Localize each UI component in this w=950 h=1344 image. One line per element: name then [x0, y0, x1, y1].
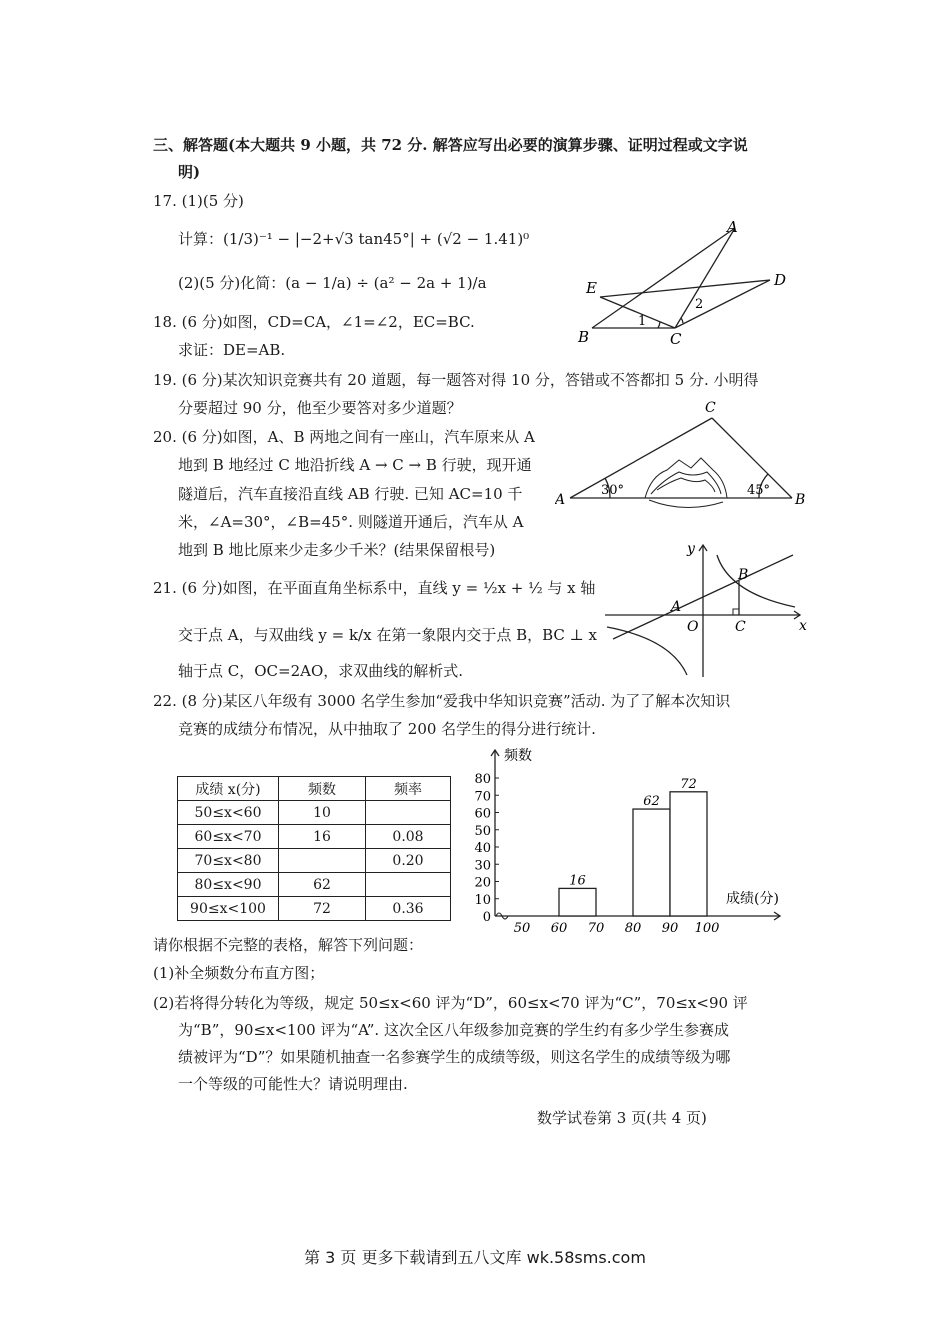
label-E: E	[586, 279, 597, 297]
label-B: B	[738, 567, 749, 583]
cell: 60≤x<70	[178, 825, 279, 849]
q19-line1: 19. (6 分)某次知识竞赛共有 20 道题，每一题答对得 10 分，答错或不答都扣 5 分. 小明得	[153, 371, 759, 389]
line-ED	[600, 280, 770, 297]
cell: 80≤x<90	[178, 873, 279, 897]
section-header: 三、解答题(本大题共 9 小题，共 72 分. 解答应写出必要的演算步骤、证明过程或文字说	[153, 136, 748, 154]
histogram-bar	[633, 809, 670, 916]
x-tick-label: 50	[513, 921, 531, 936]
q22-q2-line1: (2)若将得分转化为等级，规定 50≤x<60 评为“D”，60≤x<70 评为“C”，70≤x<90 评	[153, 994, 748, 1012]
table-header-row	[178, 777, 451, 801]
y-axis-label: 频数	[504, 748, 532, 764]
table-row	[178, 801, 451, 825]
bar-value-label: 72	[680, 776, 697, 792]
histogram-bar	[670, 792, 707, 916]
label-O: O	[687, 619, 699, 635]
y-tick-label: 0	[482, 910, 491, 925]
header-count: 频数	[279, 777, 366, 801]
mountain-icon	[645, 458, 727, 508]
x-tick-label: 70	[587, 921, 605, 936]
cell: 50≤x<60	[178, 801, 279, 825]
q22-q2-line3: 绩被评为“D”？如果随机抽查一名参赛学生的成绩等级，则这名学生的成绩等级为哪	[178, 1048, 731, 1066]
q22-intro: 请你根据不完整的表格，解答下列问题：	[153, 936, 424, 954]
x-tick-label: 60	[550, 921, 568, 936]
frequency-histogram	[460, 740, 800, 940]
cell	[366, 873, 451, 897]
q21-line1: 21. (6 分)如图，在平面直角坐标系中，直线 y = ½x + ½ 与 x 轴	[153, 579, 596, 597]
y-tick-label: 70	[474, 789, 491, 805]
label-y: y	[687, 541, 695, 557]
q18-line1: 18. (6 分)如图，CD=CA，∠1=∠2，EC=BC.	[153, 313, 475, 331]
label-C: C	[735, 619, 746, 635]
cell: 90≤x<100	[178, 897, 279, 921]
q17-part1: 计算：(1/3)⁻¹ − |−2+√3 tan45°| + (√2 − 1.41)⁰	[178, 230, 530, 248]
bar-value-label: 16	[569, 873, 586, 889]
hyperbola-q1	[717, 555, 795, 607]
table-row	[178, 897, 451, 921]
cell	[279, 849, 366, 873]
label-B: B	[578, 328, 590, 346]
q18-line2: 求证：DE=AB.	[178, 341, 286, 359]
label-C: C	[705, 400, 716, 416]
label-A: A	[555, 492, 566, 508]
cell: 70≤x<80	[178, 849, 279, 873]
cell: 10	[279, 801, 366, 825]
q19-line2: 分要超过 90 分，他至少要答对多少道题？	[178, 399, 462, 417]
header-score: 成绩 x(分)	[178, 777, 279, 801]
y-tick-label: 60	[474, 806, 491, 822]
q22-q2-line2: 为“B”，90≤x<100 评为“A”. 这次全区八年级参加竞赛的学生约有多少学生参赛成	[178, 1021, 729, 1039]
cell: 16	[279, 825, 366, 849]
q20-line3: 隧道后，汽车直接沿直线 AB 行驶. 已知 AC=10 千	[178, 485, 523, 503]
q20-line5: 地到 B 地比原来少走多少千米？(结果保留根号)	[178, 541, 496, 559]
footer-text: 第 3 页 更多下载请到五八文库 wk.58sms.com	[304, 1248, 646, 1267]
label-A: A	[671, 599, 682, 615]
frequency-table	[177, 776, 451, 921]
cell: 0.36	[366, 897, 451, 921]
label-C: C	[670, 330, 682, 348]
angle-2-arc	[681, 318, 683, 323]
header-rate: 频率	[366, 777, 451, 801]
q21-line3: 轴于点 C，OC=2AO，求双曲线的解析式.	[178, 662, 464, 680]
cell: 0.20	[366, 849, 451, 873]
label-D: D	[774, 271, 787, 289]
q17-label: 17. (1)(5 分)	[153, 192, 244, 210]
bar-value-label: 62	[643, 794, 660, 810]
line-AC	[570, 418, 712, 498]
cell: 72	[279, 897, 366, 921]
q18-figure	[570, 215, 800, 350]
angle-A-label: 30°	[601, 483, 625, 498]
table-row	[178, 849, 451, 873]
label-A: A	[727, 218, 738, 236]
y-tick-label: 40	[474, 841, 491, 856]
section-header-cont: 明)	[178, 163, 201, 181]
q22-q1: (1)补全频数分布直方图；	[153, 964, 325, 982]
q17-part2: (2)(5 分)化简：(a − 1/a) ÷ (a² − 2a + 1)/a	[178, 274, 487, 292]
label-B: B	[795, 492, 805, 508]
q20-figure	[555, 398, 805, 518]
q20-line4: 米，∠A=30°，∠B=45°. 则隧道开通后，汽车从 A	[178, 513, 524, 531]
y-tick-label: 10	[474, 892, 491, 908]
angle-label-1: 1	[638, 314, 647, 329]
cell: 62	[279, 873, 366, 897]
x-tick-label: 80	[624, 921, 642, 936]
y-tick-label: 80	[474, 772, 491, 787]
x-tick-label: 100	[694, 921, 720, 936]
page-label: 数学试卷第 3 页(共 4 页)	[537, 1109, 707, 1127]
y-tick-label: 30	[474, 858, 491, 874]
x-tick-label: 90	[661, 921, 679, 936]
q20-line1: 20. (6 分)如图，A、B 两地之间有一座山，汽车原来从 A	[153, 428, 535, 446]
angle-label-2: 2	[695, 297, 704, 312]
hyperbola-q3	[607, 627, 687, 675]
histogram-bar	[559, 888, 596, 916]
angle-B-label: 45°	[747, 483, 771, 498]
cell	[366, 801, 451, 825]
label-x: x	[799, 618, 807, 634]
right-angle-mark	[733, 609, 739, 615]
table-row	[178, 825, 451, 849]
angle-1-arc	[658, 322, 660, 328]
table-row	[178, 873, 451, 897]
q20-line2: 地到 B 地经过 C 地沿折线 A → C → B 行驶，现开通	[178, 456, 532, 474]
line-BA	[592, 228, 735, 328]
q22-line1: 22. (8 分)某区八年级有 3000 名学生参加“爱我中华知识竞赛”活动. 为了了解本次知识	[153, 692, 731, 710]
x-axis-label: 成绩(分)	[726, 891, 779, 907]
q22-line2: 竞赛的成绩分布情况，从中抽取了 200 名学生的得分进行统计.	[178, 720, 596, 738]
y-tick-label: 50	[474, 823, 491, 839]
q21-line2: 交于点 A，与双曲线 y = k/x 在第一象限内交于点 B，BC ⊥ x	[178, 626, 597, 644]
q21-figure	[595, 535, 810, 685]
cell: 0.08	[366, 825, 451, 849]
q22-q2-line4: 一个等级的可能性大？请说明理由.	[178, 1075, 408, 1093]
y-tick-label: 20	[474, 875, 491, 891]
